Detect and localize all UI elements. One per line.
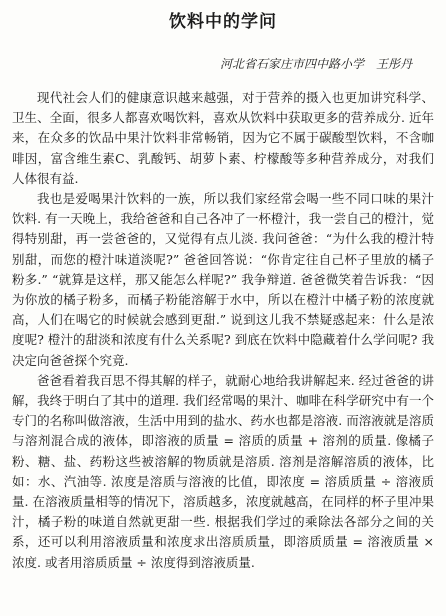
paragraph-1: 现代社会人们的健康意识越来越强，对于营养的摄入也更加讲究科学、卫生、全面，很多人都喜欢喝饮料，喜欢从饮料中获取更多的营养成分. 近年来，在众多的饮品中果汁饮料非常畅销，因为它不属于碳酸型饮料，不含咖啡因，富含维生素C、乳酸钙、胡萝卜素、柠檬酸等多种营养成分，对我们人体很有益.	[12, 90, 434, 186]
article-body	[12, 88, 434, 573]
paragraph-2: 我也是爱喝果汁饮料的一族，所以我们家经常会喝一些不同口味的果汁饮料. 有一天晚上，我给爸爸和自己各冲了一杯橙汁，我一尝自己的橙汁，觉得特别甜，再一尝爸爸的，又觉得有点儿淡. 我问爸爸：“为什么我的橙汁特别甜，而您的橙汁味道淡呢?” 爸爸回答说：“你肯定往自己杯子里放的橘子粉多.” “就算是这样，那又能怎么样呢?” 我争辩道. 爸爸微笑着告诉我：“因为你放的橘子粉多，而橘子粉能溶解于水中，所以在橙汁中橘子粉的浓度就高，人们在喝它的时候就会感到更甜.” 说到这儿我不禁疑惑起来：什么是浓度呢? 橙汁的甜淡和浓度有什么关系呢? 到底在饮料中隐藏着什么学问呢? 我决定向爸爸探个究竟.	[12, 191, 434, 368]
paragraph-3: 爸爸看着我百思不得其解的样子，就耐心地给我讲解起来. 经过爸爸的讲解，我终于明白了其中的道理. 我们经常喝的果汁、咖啡在科学研究中有一个专门的名称叫做溶液，生活中用到的盐水、药水也都是溶液. 而溶液就是溶质与溶剂混合成的液体，即溶液的质量 = 溶质的质量 + 溶剂的质量. 像橘子粉、糖、盐、药粉这些被溶解的物质就是溶质. 溶剂是溶解溶质的液体，比如：水、汽油等. 浓度是溶质与溶液的比值，即浓度 = 溶质质量 ÷ 溶液质量. 在溶液质量相等的情况下，溶质越多，浓度就越高，在同样的杯子里冲果汁，橘子粉的味道自然就更甜一些. 根据我们学过的乘除法各部分之间的关系，还可以利用溶液质量和浓度求出溶质质量，即溶质质量 = 溶液质量 × 浓度. 或者用溶质质量 ÷ 浓度得到溶液质量.	[12, 372, 434, 570]
article-title: 饮料中的学问	[169, 12, 277, 32]
author-byline: 河北省石家庄市四中路小学 王彤丹	[219, 57, 412, 71]
